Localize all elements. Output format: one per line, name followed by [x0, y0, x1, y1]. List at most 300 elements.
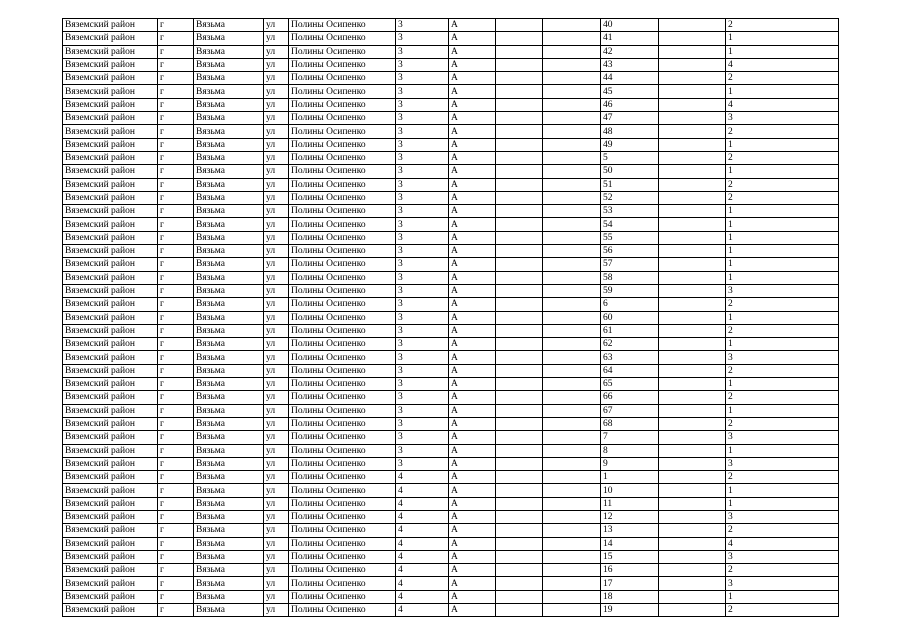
cell-street-type: ул: [264, 404, 289, 417]
cell-structure: [543, 457, 601, 470]
cell-room: [659, 258, 726, 271]
cell-count: 3: [726, 431, 839, 444]
cell-structure: [543, 444, 601, 457]
cell-room: [659, 284, 726, 297]
cell-letter: А: [449, 298, 496, 311]
cell-street-type: ул: [264, 45, 289, 58]
table-row: [63, 484, 839, 497]
table-row: [63, 324, 839, 337]
cell-room: [659, 324, 726, 337]
cell-locality-type: г: [158, 19, 194, 32]
cell-street: Полины Осипенко: [289, 537, 396, 550]
table-row: [63, 471, 839, 484]
cell-house: 3: [396, 218, 449, 231]
cell-room: [659, 550, 726, 563]
cell-room: [659, 404, 726, 417]
cell-count: 1: [726, 218, 839, 231]
cell-locality-type: г: [158, 311, 194, 324]
cell-street: Полины Осипенко: [289, 98, 396, 111]
cell-count: 2: [726, 178, 839, 191]
cell-letter: А: [449, 98, 496, 111]
cell-room: [659, 19, 726, 32]
cell-apartment: 59: [601, 284, 659, 297]
cell-count: 1: [726, 231, 839, 244]
cell-building: [496, 85, 543, 98]
cell-locality: Вязьма: [194, 590, 264, 603]
cell-building: [496, 524, 543, 537]
table-row: [63, 32, 839, 45]
cell-house: 3: [396, 457, 449, 470]
cell-room: [659, 85, 726, 98]
cell-room: [659, 604, 726, 617]
cell-room: [659, 271, 726, 284]
cell-room: [659, 338, 726, 351]
cell-locality-type: г: [158, 590, 194, 603]
cell-count: 2: [726, 364, 839, 377]
cell-street-type: ул: [264, 112, 289, 125]
table-row: [63, 378, 839, 391]
cell-structure: [543, 218, 601, 231]
cell-room: [659, 98, 726, 111]
cell-district: Вяземский район: [63, 510, 158, 523]
cell-locality-type: г: [158, 218, 194, 231]
cell-locality: Вязьма: [194, 205, 264, 218]
cell-street: Полины Осипенко: [289, 191, 396, 204]
cell-district: Вяземский район: [63, 391, 158, 404]
cell-house: 4: [396, 524, 449, 537]
cell-building: [496, 364, 543, 377]
cell-locality-type: г: [158, 284, 194, 297]
cell-building: [496, 471, 543, 484]
cell-letter: А: [449, 191, 496, 204]
cell-apartment: 41: [601, 32, 659, 45]
cell-building: [496, 351, 543, 364]
cell-locality-type: г: [158, 138, 194, 151]
cell-letter: А: [449, 590, 496, 603]
cell-building: [496, 298, 543, 311]
cell-count: 1: [726, 258, 839, 271]
cell-house: 3: [396, 98, 449, 111]
cell-street-type: ул: [264, 298, 289, 311]
cell-house: 3: [396, 417, 449, 430]
cell-locality: Вязьма: [194, 524, 264, 537]
cell-structure: [543, 431, 601, 444]
cell-letter: А: [449, 364, 496, 377]
cell-structure: [543, 471, 601, 484]
table-row: [63, 218, 839, 231]
cell-structure: [543, 138, 601, 151]
cell-street-type: ул: [264, 191, 289, 204]
cell-apartment: 62: [601, 338, 659, 351]
cell-house: 3: [396, 125, 449, 138]
cell-locality: Вязьма: [194, 484, 264, 497]
cell-district: Вяземский район: [63, 378, 158, 391]
cell-room: [659, 510, 726, 523]
cell-locality: Вязьма: [194, 604, 264, 617]
table-row: [63, 564, 839, 577]
cell-structure: [543, 351, 601, 364]
cell-district: Вяземский район: [63, 165, 158, 178]
cell-building: [496, 378, 543, 391]
cell-locality: Вязьма: [194, 457, 264, 470]
cell-count: 1: [726, 271, 839, 284]
cell-letter: А: [449, 245, 496, 258]
cell-locality-type: г: [158, 510, 194, 523]
cell-letter: А: [449, 178, 496, 191]
cell-street: Полины Осипенко: [289, 138, 396, 151]
cell-room: [659, 564, 726, 577]
cell-room: [659, 457, 726, 470]
cell-street: Полины Осипенко: [289, 258, 396, 271]
cell-count: 2: [726, 564, 839, 577]
cell-locality-type: г: [158, 378, 194, 391]
cell-structure: [543, 404, 601, 417]
cell-street: Полины Осипенко: [289, 112, 396, 125]
cell-district: Вяземский район: [63, 191, 158, 204]
cell-letter: А: [449, 524, 496, 537]
cell-locality-type: г: [158, 258, 194, 271]
cell-street-type: ул: [264, 444, 289, 457]
cell-street: Полины Осипенко: [289, 378, 396, 391]
cell-apartment: 46: [601, 98, 659, 111]
cell-room: [659, 497, 726, 510]
cell-building: [496, 45, 543, 58]
table-row: [63, 431, 839, 444]
cell-street: Полины Осипенко: [289, 72, 396, 85]
cell-apartment: 18: [601, 590, 659, 603]
cell-room: [659, 32, 726, 45]
cell-letter: А: [449, 205, 496, 218]
cell-street-type: ул: [264, 19, 289, 32]
cell-street-type: ул: [264, 497, 289, 510]
cell-street-type: ул: [264, 32, 289, 45]
cell-district: Вяземский район: [63, 338, 158, 351]
cell-count: 2: [726, 391, 839, 404]
cell-locality-type: г: [158, 391, 194, 404]
cell-building: [496, 550, 543, 563]
cell-apartment: 57: [601, 258, 659, 271]
cell-street-type: ул: [264, 577, 289, 590]
cell-street-type: ул: [264, 231, 289, 244]
cell-street-type: ул: [264, 524, 289, 537]
cell-street-type: ул: [264, 471, 289, 484]
cell-house: 3: [396, 351, 449, 364]
cell-street: Полины Осипенко: [289, 32, 396, 45]
cell-district: Вяземский район: [63, 112, 158, 125]
cell-apartment: 47: [601, 112, 659, 125]
cell-apartment: 17: [601, 577, 659, 590]
cell-building: [496, 231, 543, 244]
cell-locality-type: г: [158, 457, 194, 470]
cell-house: 3: [396, 324, 449, 337]
cell-street-type: ул: [264, 537, 289, 550]
cell-locality: Вязьма: [194, 510, 264, 523]
cell-street: Полины Осипенко: [289, 444, 396, 457]
cell-count: 1: [726, 245, 839, 258]
cell-house: 3: [396, 165, 449, 178]
cell-district: Вяземский район: [63, 577, 158, 590]
cell-room: [659, 378, 726, 391]
cell-room: [659, 138, 726, 151]
cell-room: [659, 364, 726, 377]
cell-street-type: ул: [264, 338, 289, 351]
cell-apartment: 42: [601, 45, 659, 58]
cell-street: Полины Осипенко: [289, 590, 396, 603]
cell-locality-type: г: [158, 497, 194, 510]
cell-apartment: 1: [601, 471, 659, 484]
cell-structure: [543, 231, 601, 244]
cell-street: Полины Осипенко: [289, 311, 396, 324]
cell-count: 4: [726, 537, 839, 550]
cell-structure: [543, 364, 601, 377]
cell-apartment: 61: [601, 324, 659, 337]
cell-structure: [543, 338, 601, 351]
cell-letter: А: [449, 72, 496, 85]
table-row: [63, 457, 839, 470]
cell-district: Вяземский район: [63, 298, 158, 311]
cell-structure: [543, 524, 601, 537]
cell-district: Вяземский район: [63, 258, 158, 271]
cell-building: [496, 497, 543, 510]
table-row: [63, 550, 839, 563]
cell-street: Полины Осипенко: [289, 550, 396, 563]
cell-locality-type: г: [158, 351, 194, 364]
cell-locality: Вязьма: [194, 404, 264, 417]
table-row: [63, 98, 839, 111]
cell-structure: [543, 497, 601, 510]
cell-structure: [543, 284, 601, 297]
cell-district: Вяземский район: [63, 72, 158, 85]
cell-building: [496, 271, 543, 284]
cell-street-type: ул: [264, 151, 289, 164]
cell-structure: [543, 298, 601, 311]
cell-locality: Вязьма: [194, 125, 264, 138]
table-row: [63, 338, 839, 351]
cell-district: Вяземский район: [63, 364, 158, 377]
cell-structure: [543, 564, 601, 577]
cell-house: 4: [396, 590, 449, 603]
address-table: [62, 18, 839, 617]
cell-count: 1: [726, 404, 839, 417]
cell-locality: Вязьма: [194, 391, 264, 404]
cell-house: 3: [396, 404, 449, 417]
cell-count: 2: [726, 72, 839, 85]
cell-locality-type: г: [158, 577, 194, 590]
cell-building: [496, 338, 543, 351]
cell-street: Полины Осипенко: [289, 58, 396, 71]
cell-letter: А: [449, 19, 496, 32]
cell-street: Полины Осипенко: [289, 404, 396, 417]
cell-room: [659, 577, 726, 590]
cell-room: [659, 537, 726, 550]
cell-district: Вяземский район: [63, 604, 158, 617]
cell-letter: А: [449, 537, 496, 550]
cell-letter: А: [449, 457, 496, 470]
cell-street: Полины Осипенко: [289, 245, 396, 258]
cell-apartment: 54: [601, 218, 659, 231]
cell-letter: А: [449, 284, 496, 297]
cell-street-type: ул: [264, 72, 289, 85]
cell-district: Вяземский район: [63, 564, 158, 577]
cell-house: 3: [396, 58, 449, 71]
cell-house: 4: [396, 497, 449, 510]
cell-building: [496, 537, 543, 550]
cell-letter: А: [449, 165, 496, 178]
cell-count: 2: [726, 19, 839, 32]
cell-street: Полины Осипенко: [289, 364, 396, 377]
cell-room: [659, 471, 726, 484]
cell-district: Вяземский район: [63, 85, 158, 98]
cell-locality-type: г: [158, 58, 194, 71]
cell-house: 3: [396, 151, 449, 164]
cell-count: 1: [726, 138, 839, 151]
table-row: [63, 510, 839, 523]
cell-apartment: 40: [601, 19, 659, 32]
cell-locality: Вязьма: [194, 151, 264, 164]
cell-district: Вяземский район: [63, 19, 158, 32]
table-row: [63, 524, 839, 537]
cell-locality-type: г: [158, 205, 194, 218]
cell-house: 3: [396, 338, 449, 351]
cell-room: [659, 151, 726, 164]
cell-locality-type: г: [158, 338, 194, 351]
cell-apartment: 68: [601, 417, 659, 430]
cell-locality-type: г: [158, 72, 194, 85]
cell-structure: [543, 125, 601, 138]
cell-locality-type: г: [158, 191, 194, 204]
cell-house: 3: [396, 364, 449, 377]
table-row: [63, 391, 839, 404]
cell-building: [496, 151, 543, 164]
cell-locality: Вязьма: [194, 245, 264, 258]
cell-count: 1: [726, 45, 839, 58]
cell-room: [659, 298, 726, 311]
cell-locality: Вязьма: [194, 577, 264, 590]
cell-locality: Вязьма: [194, 550, 264, 563]
cell-apartment: 66: [601, 391, 659, 404]
cell-street: Полины Осипенко: [289, 125, 396, 138]
cell-street: Полины Осипенко: [289, 510, 396, 523]
cell-house: 3: [396, 311, 449, 324]
cell-district: Вяземский район: [63, 524, 158, 537]
cell-house: 3: [396, 284, 449, 297]
table-row: [63, 58, 839, 71]
cell-letter: А: [449, 338, 496, 351]
cell-structure: [543, 510, 601, 523]
cell-district: Вяземский район: [63, 417, 158, 430]
table-row: [63, 125, 839, 138]
table-row: [63, 311, 839, 324]
table-row: [63, 351, 839, 364]
cell-count: 3: [726, 351, 839, 364]
cell-building: [496, 417, 543, 430]
cell-building: [496, 138, 543, 151]
cell-street-type: ул: [264, 178, 289, 191]
cell-letter: А: [449, 45, 496, 58]
cell-apartment: 15: [601, 550, 659, 563]
cell-street-type: ул: [264, 311, 289, 324]
cell-building: [496, 457, 543, 470]
table-row: [63, 497, 839, 510]
cell-apartment: 11: [601, 497, 659, 510]
cell-apartment: 55: [601, 231, 659, 244]
cell-locality-type: г: [158, 364, 194, 377]
cell-letter: А: [449, 58, 496, 71]
cell-street-type: ул: [264, 205, 289, 218]
cell-district: Вяземский район: [63, 125, 158, 138]
cell-apartment: 48: [601, 125, 659, 138]
cell-structure: [543, 112, 601, 125]
cell-letter: А: [449, 125, 496, 138]
cell-district: Вяземский район: [63, 351, 158, 364]
cell-house: 3: [396, 112, 449, 125]
cell-street-type: ул: [264, 125, 289, 138]
table-row: [63, 604, 839, 617]
cell-building: [496, 205, 543, 218]
cell-locality-type: г: [158, 471, 194, 484]
cell-building: [496, 178, 543, 191]
cell-building: [496, 404, 543, 417]
cell-house: 3: [396, 231, 449, 244]
cell-locality: Вязьма: [194, 471, 264, 484]
table-row: [63, 19, 839, 32]
cell-locality-type: г: [158, 125, 194, 138]
cell-room: [659, 231, 726, 244]
cell-house: 3: [396, 391, 449, 404]
cell-house: 3: [396, 138, 449, 151]
cell-locality: Вязьма: [194, 564, 264, 577]
cell-locality: Вязьма: [194, 165, 264, 178]
cell-district: Вяземский район: [63, 271, 158, 284]
cell-locality-type: г: [158, 45, 194, 58]
cell-locality-type: г: [158, 151, 194, 164]
cell-letter: А: [449, 497, 496, 510]
cell-letter: А: [449, 311, 496, 324]
cell-district: Вяземский район: [63, 284, 158, 297]
cell-letter: А: [449, 577, 496, 590]
cell-apartment: 45: [601, 85, 659, 98]
cell-room: [659, 391, 726, 404]
cell-structure: [543, 191, 601, 204]
cell-house: 3: [396, 19, 449, 32]
cell-house: 3: [396, 378, 449, 391]
cell-house: 3: [396, 431, 449, 444]
cell-district: Вяземский район: [63, 245, 158, 258]
cell-street: Полины Осипенко: [289, 298, 396, 311]
table-row: [63, 231, 839, 244]
table-row: [63, 417, 839, 430]
cell-district: Вяземский район: [63, 590, 158, 603]
cell-building: [496, 510, 543, 523]
cell-locality-type: г: [158, 537, 194, 550]
cell-apartment: 64: [601, 364, 659, 377]
cell-count: 3: [726, 577, 839, 590]
cell-count: 3: [726, 550, 839, 563]
cell-locality-type: г: [158, 550, 194, 563]
cell-locality-type: г: [158, 231, 194, 244]
cell-street: Полины Осипенко: [289, 484, 396, 497]
cell-house: 3: [396, 258, 449, 271]
cell-apartment: 5: [601, 151, 659, 164]
cell-locality: Вязьма: [194, 497, 264, 510]
cell-letter: А: [449, 324, 496, 337]
cell-apartment: 43: [601, 58, 659, 71]
cell-count: 4: [726, 98, 839, 111]
cell-house: 3: [396, 245, 449, 258]
cell-district: Вяземский район: [63, 431, 158, 444]
cell-locality: Вязьма: [194, 324, 264, 337]
cell-count: 1: [726, 32, 839, 45]
